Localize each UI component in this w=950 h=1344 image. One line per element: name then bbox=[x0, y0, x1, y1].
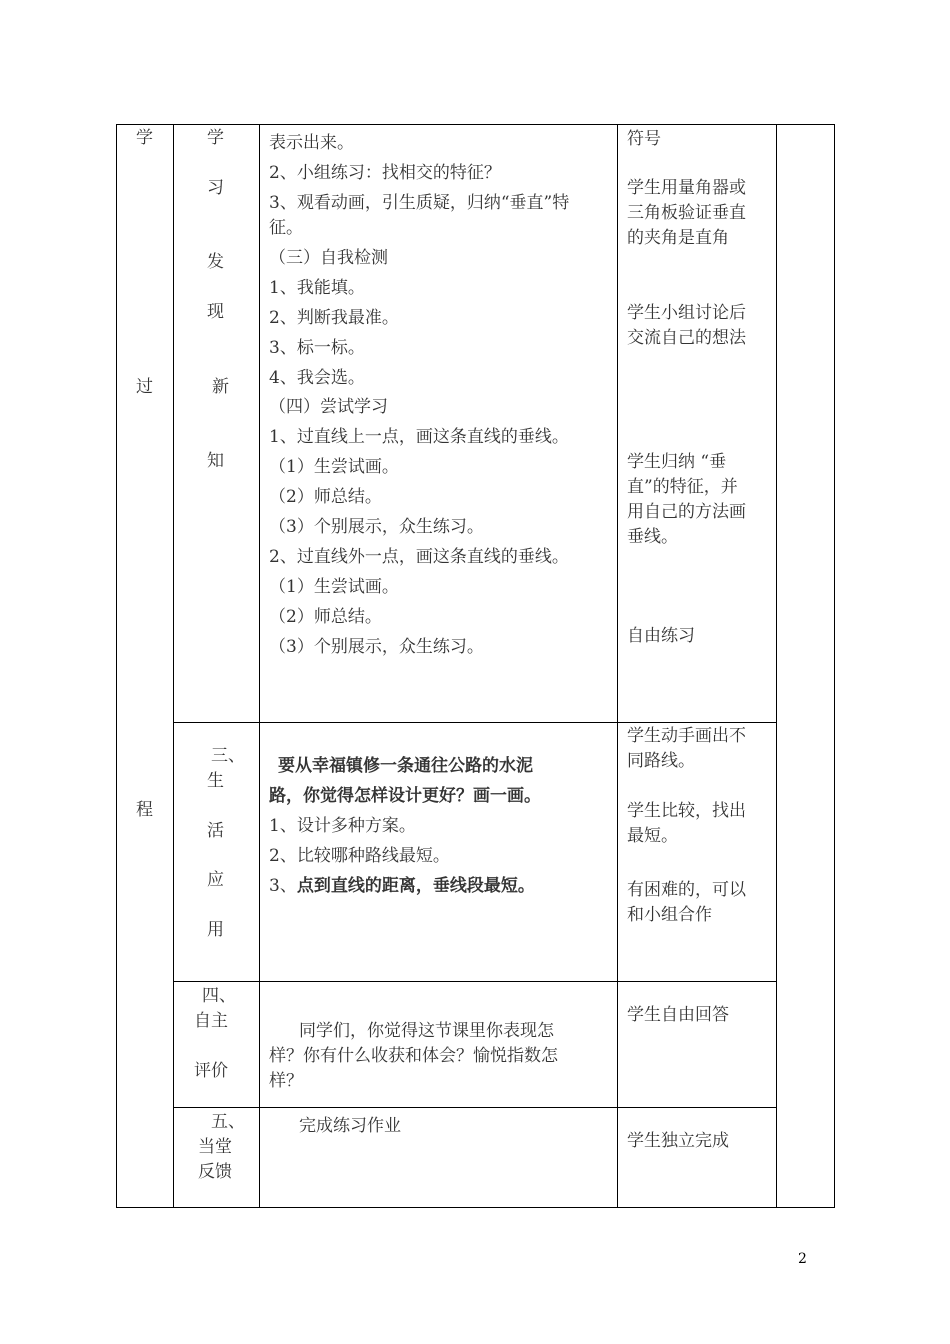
content-line: （1）生尝试画。 bbox=[269, 457, 399, 477]
table-top-border bbox=[116, 124, 835, 125]
section-label-line: 新 bbox=[212, 377, 229, 397]
section-label-line: 用 bbox=[207, 920, 224, 940]
content-line: （四）尝试学习 bbox=[269, 397, 388, 417]
left-col-char-3: 程 bbox=[136, 800, 153, 820]
content-line: 1、过直线上一点，画这条直线的垂线。 bbox=[269, 427, 569, 447]
section-label-line: 知 bbox=[207, 451, 224, 471]
row-divider-1 bbox=[173, 722, 777, 723]
content-prefix: 3、 bbox=[269, 876, 297, 896]
student-note-line: 同路线。 bbox=[627, 751, 695, 771]
section-label-line: 自主 bbox=[194, 1011, 228, 1031]
content-line: 1、我能填。 bbox=[269, 278, 365, 298]
content-line: 2、过直线外一点，画这条直线的垂线。 bbox=[269, 547, 569, 567]
content-line: （2）师总结。 bbox=[269, 487, 382, 507]
student-note-line: 学生自由回答 bbox=[627, 1005, 729, 1025]
left-col-char-2: 过 bbox=[136, 377, 153, 397]
col-divider-2 bbox=[259, 124, 260, 1208]
student-note-line: 学生归纳 “垂 bbox=[627, 452, 727, 472]
student-note-line: 和小组合作 bbox=[627, 905, 712, 925]
content-line-bold: 路，你觉得怎样设计更好？画一画。 bbox=[269, 786, 541, 806]
student-note-line: 交流自己的想法 bbox=[627, 328, 746, 348]
content-line: 1、设计多种方案。 bbox=[269, 816, 416, 836]
section-label-line: 应 bbox=[207, 870, 224, 890]
section-label-line: 四、 bbox=[202, 986, 236, 1006]
content-line: 完成练习作业 bbox=[299, 1116, 401, 1136]
content-line: 征。 bbox=[269, 218, 303, 238]
content-line: （3）个别展示，众生练习。 bbox=[269, 517, 484, 537]
col-divider-1 bbox=[173, 124, 174, 1208]
table-left-border bbox=[116, 124, 117, 1208]
content-line: 表示出来。 bbox=[269, 133, 354, 153]
content-line: 同学们，你觉得这节课里你表现怎 bbox=[299, 1021, 554, 1041]
student-note-line: 三角板验证垂直 bbox=[627, 203, 746, 223]
student-note-line: 有困难的，可以 bbox=[627, 880, 746, 900]
content-line: 3、观看动画，引生质疑，归纳“垂直”特 bbox=[269, 193, 570, 213]
content-line: 2、比较哪种路线最短。 bbox=[269, 846, 450, 866]
section-label-line: 发 bbox=[207, 252, 224, 272]
content-line: （2）师总结。 bbox=[269, 607, 382, 627]
student-note-line: 的夹角是直角 bbox=[627, 228, 729, 248]
student-note-line: 直”的特征，并 bbox=[627, 477, 738, 497]
section-label-line: 学 bbox=[207, 128, 224, 148]
student-note-line: 学生独立完成 bbox=[627, 1131, 729, 1151]
content-line: （三）自我检测 bbox=[269, 248, 388, 268]
content-line-last bbox=[269, 874, 535, 899]
student-note-line: 垂线。 bbox=[627, 527, 678, 547]
col-divider-3 bbox=[617, 124, 618, 1208]
section-label-line: 生 bbox=[207, 771, 224, 791]
student-note-line: 用自己的方法画 bbox=[627, 502, 746, 522]
col-divider-4 bbox=[776, 124, 777, 1208]
section-label-line: 五、 bbox=[211, 1112, 245, 1132]
content-bold-conclusion: 点到直线的距离，垂线段最短。 bbox=[296, 876, 535, 896]
section-label-line: 评价 bbox=[194, 1061, 228, 1081]
section-label-line: 习 bbox=[207, 178, 224, 198]
section-label-line: 活 bbox=[207, 821, 224, 841]
table-bottom-border bbox=[116, 1207, 835, 1208]
table-right-border bbox=[834, 124, 835, 1208]
content-line: 4、我会选。 bbox=[269, 368, 365, 388]
section-label-line: 三、 bbox=[211, 746, 245, 766]
student-note-line: 符号 bbox=[627, 129, 661, 149]
student-note-line: 学生动手画出不 bbox=[627, 726, 746, 746]
student-note-line: 最短。 bbox=[627, 826, 678, 846]
content-line-bold: 要从幸福镇修一条通往公路的水泥 bbox=[278, 756, 533, 776]
content-line: 2、小组练习：找相交的特征？ bbox=[269, 163, 501, 183]
content-line: 样？你有什么收获和体会？愉悦指数怎 bbox=[269, 1046, 558, 1066]
content-line: 3、标一标。 bbox=[269, 338, 365, 358]
student-note-line: 学生小组讨论后 bbox=[627, 303, 746, 323]
page-number: 2 bbox=[798, 1251, 807, 1267]
section-label-line: 当堂 bbox=[198, 1137, 232, 1157]
student-note-line: 学生比较，找出 bbox=[627, 801, 746, 821]
section-label-line: 反馈 bbox=[198, 1162, 232, 1182]
row-divider-2 bbox=[173, 981, 777, 982]
content-line: （1）生尝试画。 bbox=[269, 577, 399, 597]
left-col-char-1: 学 bbox=[136, 128, 153, 148]
content-line: （3）个别展示，众生练习。 bbox=[269, 637, 484, 657]
content-line: 2、判断我最准。 bbox=[269, 308, 399, 328]
content-line: 样？ bbox=[269, 1071, 303, 1091]
student-note-line: 学生用量角器或 bbox=[627, 178, 746, 198]
section-label-line: 现 bbox=[207, 302, 224, 322]
row-divider-3 bbox=[173, 1107, 777, 1108]
student-note-line: 自由练习 bbox=[627, 626, 695, 646]
